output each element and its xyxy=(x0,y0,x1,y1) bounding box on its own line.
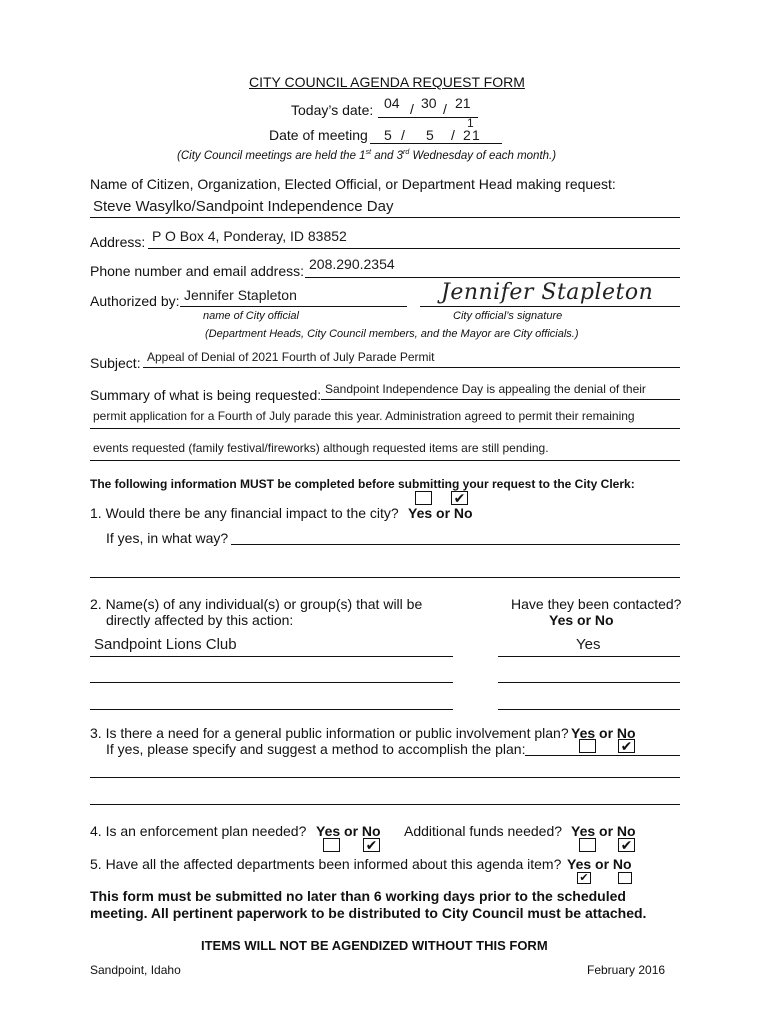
phone-value[interactable]: 208.290.2354 xyxy=(309,256,395,272)
q3-no-checkbox[interactable] xyxy=(618,739,635,753)
must-complete-instruction: The following information MUST be completed before submitting your request to the City Clerk: xyxy=(90,477,635,491)
q5-yes-no: Yes or No xyxy=(567,856,632,872)
requester-name-label: Name of Citizen, Organization, Elected Official, or Department Head making request: xyxy=(90,176,616,192)
q5-no-checkbox[interactable] xyxy=(618,872,632,884)
phone-underline xyxy=(305,277,680,278)
todays-date-underline xyxy=(378,117,478,118)
todays-date-label: Today’s date: xyxy=(291,102,374,118)
deadline-line-2: meeting. All pertinent paperwork to be distributed to City Council must be attached. xyxy=(90,905,647,921)
q1-text: 1. Would there be any financial impact to the city? xyxy=(90,505,399,521)
meeting-date-underline xyxy=(370,143,502,144)
summary-underline-3 xyxy=(90,460,680,461)
q2-contacted-value[interactable]: Yes xyxy=(576,636,601,653)
q4-yes-checkbox[interactable] xyxy=(323,838,340,852)
meeting-date-year-prefix[interactable]: 2 xyxy=(463,127,471,143)
q4-text: 4. Is an enforcement plan needed? xyxy=(90,823,307,839)
officials-note: (Department Heads, City Council members, and the Mayor are City officials.) xyxy=(205,328,579,340)
q4-funds-text: Additional funds needed? xyxy=(404,823,563,839)
official-name-caption: name of City official xyxy=(203,310,299,322)
q1-if-yes-underline[interactable] xyxy=(231,544,680,545)
date-slash: / xyxy=(401,127,405,143)
check-mark-icon: ✔ xyxy=(620,738,633,754)
official-name-underline xyxy=(180,306,407,307)
q2-group-value[interactable]: Sandpoint Lions Club xyxy=(94,636,237,653)
q3-text-line-1: 3. Is there a need for a general public information or public involvement plan? xyxy=(90,725,569,741)
date-slash: / xyxy=(451,127,455,143)
requester-name-value[interactable]: Steve Wasylko/Sandpoint Independence Day xyxy=(93,198,394,215)
meeting-date-day[interactable]: 5 xyxy=(426,127,434,143)
q1-extra-underline[interactable] xyxy=(90,577,680,578)
q3-yes-no: Yes or No xyxy=(571,725,636,741)
meeting-date-overwrite-mark: 1 xyxy=(467,116,474,130)
q2-contacted-underline-3[interactable] xyxy=(498,709,680,710)
q1-no-checkbox[interactable] xyxy=(451,491,468,505)
q2-text-line-1: 2. Name(s) of any individual(s) or group(s) that will be xyxy=(90,596,423,612)
phone-label: Phone number and email address: xyxy=(90,263,305,279)
summary-underline-2 xyxy=(90,428,680,429)
official-signature: Jennifer Stapleton xyxy=(441,280,654,305)
q2-group-underline-3[interactable] xyxy=(90,709,453,710)
footer-revision: February 2016 xyxy=(587,963,666,977)
q4-funds-yes-no: Yes or No xyxy=(571,823,636,839)
q4-yes-no: Yes or No xyxy=(316,823,381,839)
q4-funds-no-checkbox[interactable] xyxy=(618,838,635,852)
q2-contacted-underline-1[interactable] xyxy=(498,656,680,657)
footer-city: Sandpoint, Idaho xyxy=(90,963,181,977)
q2-contacted-heading: Have they been contacted? xyxy=(511,596,682,612)
address-label: Address: xyxy=(90,234,146,250)
q2-group-underline-2[interactable] xyxy=(90,682,453,683)
meeting-date-year-suffix[interactable]: 1 xyxy=(472,127,480,143)
todays-date-year[interactable]: 21 xyxy=(455,95,471,111)
q4-no-checkbox[interactable] xyxy=(363,838,380,852)
date-slash: / xyxy=(410,101,414,117)
requester-name-underline xyxy=(90,217,680,218)
official-signature-underline xyxy=(420,306,680,307)
q4-funds-yes-checkbox[interactable] xyxy=(579,838,596,852)
not-agendized-warning: ITEMS WILL NOT BE AGENDIZED WITHOUT THIS FORM xyxy=(201,938,548,953)
summary-underline-1 xyxy=(321,399,680,400)
summary-label: Summary of what is being requested: xyxy=(90,387,322,403)
address-value[interactable]: P O Box 4, Ponderay, ID 83852 xyxy=(152,228,347,244)
authorized-by-value[interactable]: Jennifer Stapleton xyxy=(184,287,297,303)
authorized-by-label: Authorized by: xyxy=(90,293,180,309)
check-mark-icon: ✔ xyxy=(620,837,633,853)
q2-text-line-2: directly affected by this action: xyxy=(106,612,294,628)
q1-if-yes-label: If yes, in what way? xyxy=(106,530,229,546)
q3-underline-2[interactable] xyxy=(90,777,680,778)
meeting-schedule-note: (City Council meetings are held the 1st and 3rd Wednesday of each month.) xyxy=(177,149,557,162)
address-underline xyxy=(148,248,680,249)
summary-line-3[interactable]: events requested (family festival/fireworks) although requested items are still pending. xyxy=(93,441,549,455)
q3-text-line-2: If yes, please specify and suggest a method to accomplish the plan: xyxy=(106,741,526,757)
q3-underline-3[interactable] xyxy=(90,804,680,805)
subject-label: Subject: xyxy=(90,355,141,371)
date-slash: / xyxy=(443,101,447,117)
subject-underline xyxy=(143,367,680,368)
official-signature-caption: City official’s signature xyxy=(453,310,563,322)
q2-contacted-underline-2[interactable] xyxy=(498,682,680,683)
q1-yes-no: Yes or No xyxy=(408,505,473,521)
subject-value[interactable]: Appeal of Denial of 2021 Fourth of July Parade Permit xyxy=(147,350,435,364)
q3-yes-checkbox[interactable] xyxy=(579,739,596,753)
form-title: CITY COUNCIL AGENDA REQUEST FORM xyxy=(249,74,525,90)
q2-group-underline-1[interactable] xyxy=(90,656,453,657)
meeting-date-label: Date of meeting xyxy=(269,127,368,143)
summary-line-1[interactable]: Sandpoint Independence Day is appealing the denial of their xyxy=(325,382,646,396)
q2-contacted-yes-no: Yes or No xyxy=(549,612,614,628)
check-mark-icon: ✔ xyxy=(365,837,378,853)
check-mark-icon: ✔ xyxy=(579,872,589,884)
todays-date-day[interactable]: 30 xyxy=(421,95,437,111)
check-mark-icon: ✔ xyxy=(453,490,466,506)
q1-yes-checkbox[interactable] xyxy=(415,491,432,505)
deadline-line-1: This form must be submitted no later than 6 working days prior to the scheduled xyxy=(90,888,626,904)
meeting-date-month[interactable]: 5 xyxy=(384,127,392,143)
q5-text: 5. Have all the affected departments been informed about this agenda item? xyxy=(90,856,562,872)
q3-plan-underline[interactable] xyxy=(525,755,680,756)
q5-yes-checkbox[interactable] xyxy=(577,872,591,884)
todays-date-month[interactable]: 04 xyxy=(384,95,400,111)
summary-line-2[interactable]: permit application for a Fourth of July parade this year. Administration agreed to permit their remaining xyxy=(93,409,635,423)
